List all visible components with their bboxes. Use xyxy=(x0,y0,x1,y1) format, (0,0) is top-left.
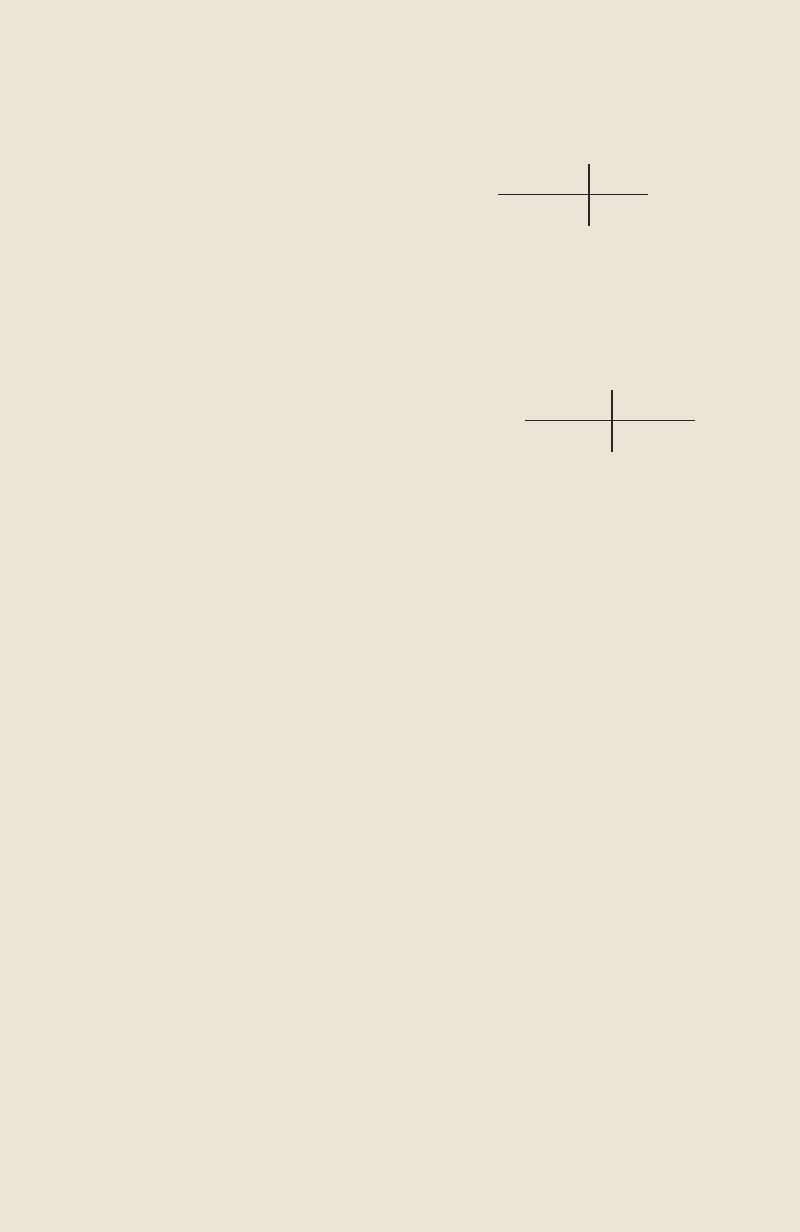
running-header xyxy=(119,80,131,111)
chart-vertical-line xyxy=(611,390,613,452)
chart-vertical-line xyxy=(588,164,590,226)
chart-horizontal-line xyxy=(525,420,695,421)
chart-horizontal-line xyxy=(498,194,648,195)
dental-chart xyxy=(525,386,695,456)
dental-chart xyxy=(498,160,648,230)
